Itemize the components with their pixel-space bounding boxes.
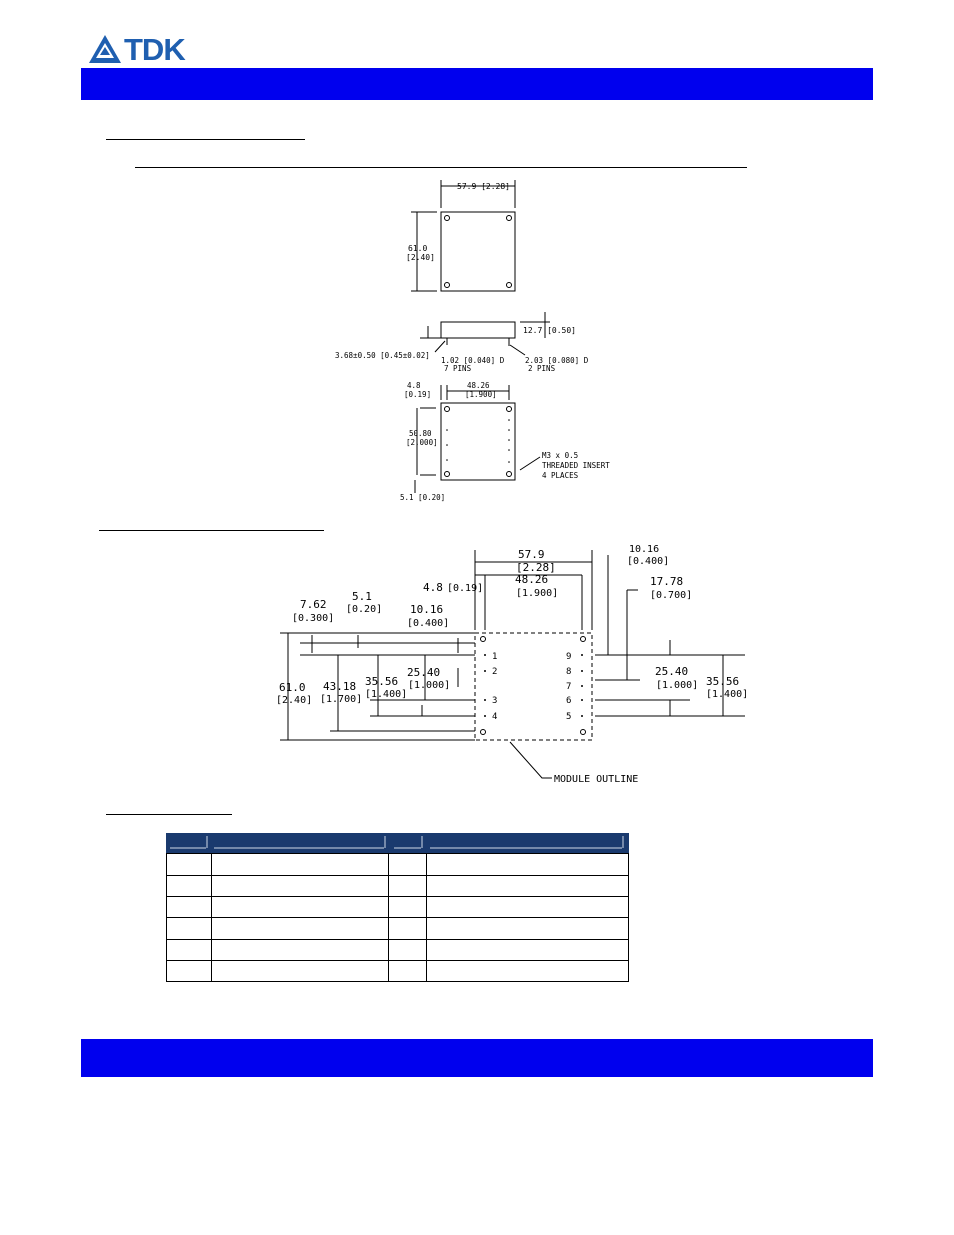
dim-width-mm: 57.9 xyxy=(518,548,545,561)
dim-1778-in: [0.700] xyxy=(650,590,693,601)
insert-count: 4 PLACES xyxy=(542,471,579,480)
dim-right-edge-mm: 10.16 xyxy=(629,544,660,555)
dim-rows-in: [2.000] xyxy=(406,438,438,447)
footer-bar xyxy=(81,1039,873,1077)
dim-standoff: 3.68±0.50 [0.45±0.02] xyxy=(335,351,430,360)
pin-small-count: 7 PINS xyxy=(444,364,472,373)
module-outline xyxy=(475,633,592,740)
dim-4318-in: [1.700] xyxy=(320,694,363,705)
dim-51-in: [0.20] xyxy=(346,604,383,615)
dim-762-in: [0.300] xyxy=(292,613,335,624)
dim-2540l-in: [1.000] xyxy=(408,680,451,691)
dim-3556r-in: [1.400] xyxy=(706,689,749,700)
section-subheading-rule xyxy=(135,167,747,168)
dim-width-in: [2.28] xyxy=(516,561,556,574)
pin-large-dia: 2.03 [0.080] D xyxy=(525,356,589,365)
pin-number: 5 xyxy=(566,712,572,722)
dim-edge-mm: 4.8 xyxy=(423,581,443,594)
pin-number: 7 xyxy=(566,682,572,692)
section-heading-rule-3 xyxy=(106,814,232,815)
header-bar xyxy=(81,68,873,100)
dim-4318-mm: 43.18 xyxy=(323,680,357,693)
section-heading-rule-2 xyxy=(99,530,324,531)
dim-1778-mm: 17.78 xyxy=(650,575,684,588)
dim-3556l-mm: 35.56 xyxy=(365,675,399,688)
section-heading-rule-1 xyxy=(106,139,305,140)
dim-edge-in: [0.19] xyxy=(447,583,484,594)
pin-number: 9 xyxy=(566,652,572,662)
dim-pitch-mm: 48.26 xyxy=(467,381,490,390)
dim-51-mm: 5.1 xyxy=(352,590,372,603)
pin-function-table xyxy=(166,833,629,982)
dim-side-height: 12.7 [0.50] xyxy=(523,326,576,335)
dim-bottom-edge: 5.1 [0.20] xyxy=(400,493,446,502)
top-view-outline xyxy=(441,212,515,291)
dim-1016-in: [0.400] xyxy=(407,618,450,629)
pin-number: 3 xyxy=(492,696,498,706)
dim-610-mm: 61.0 xyxy=(279,681,306,694)
pin-large-count: 2 PINS xyxy=(528,364,556,373)
pin-small-dia: 1.02 [0.040] D xyxy=(441,356,505,365)
dim-edge-in: [0.19] xyxy=(404,390,432,399)
pin-number: 1 xyxy=(492,652,498,662)
dim-pitch-in: [1.900] xyxy=(516,588,559,599)
mechanical-drawing-top xyxy=(320,175,640,510)
dim-3556r-mm: 35.56 xyxy=(706,675,740,688)
pin-number: 2 xyxy=(492,667,498,677)
tdk-logo xyxy=(88,34,218,66)
tdk-wordmark: TDK xyxy=(124,32,185,67)
dim-top-height-mm: 61.0 xyxy=(408,244,428,253)
pin-number: 8 xyxy=(566,667,572,677)
dim-top-width: 57.9 [2.28] xyxy=(457,182,510,191)
dim-pitch-in: [1.900] xyxy=(465,390,497,399)
bottom-view-outline xyxy=(441,403,515,480)
insert-spec: M3 x 0.5 xyxy=(542,451,579,460)
dim-2540r-mm: 25.40 xyxy=(655,665,689,678)
table-grid xyxy=(166,833,629,982)
dim-1016-mm: 10.16 xyxy=(410,603,444,616)
insert-type: THREADED INSERT xyxy=(542,461,610,470)
dim-right-edge-in: [0.400] xyxy=(627,556,670,567)
pin-layout-drawing xyxy=(270,540,760,790)
dim-610-in: [2.40] xyxy=(276,695,313,706)
dim-762-mm: 7.62 xyxy=(300,598,327,611)
dim-2540l-mm: 25.40 xyxy=(407,666,441,679)
dim-2540r-in: [1.000] xyxy=(656,680,699,691)
dim-edge-mm: 4.8 xyxy=(407,381,421,390)
dim-rows-mm: 50.80 xyxy=(409,429,432,438)
pin-number: 6 xyxy=(566,696,572,706)
tdk-triangle-icon xyxy=(88,34,122,64)
pin-number: 4 xyxy=(492,712,498,722)
dim-3556l-in: [1.400] xyxy=(365,689,408,700)
dim-pitch-mm: 48.26 xyxy=(515,573,549,586)
dim-top-height-in: [2.40] xyxy=(406,253,435,262)
module-outline-label: MODULE OUTLINE xyxy=(554,774,639,785)
